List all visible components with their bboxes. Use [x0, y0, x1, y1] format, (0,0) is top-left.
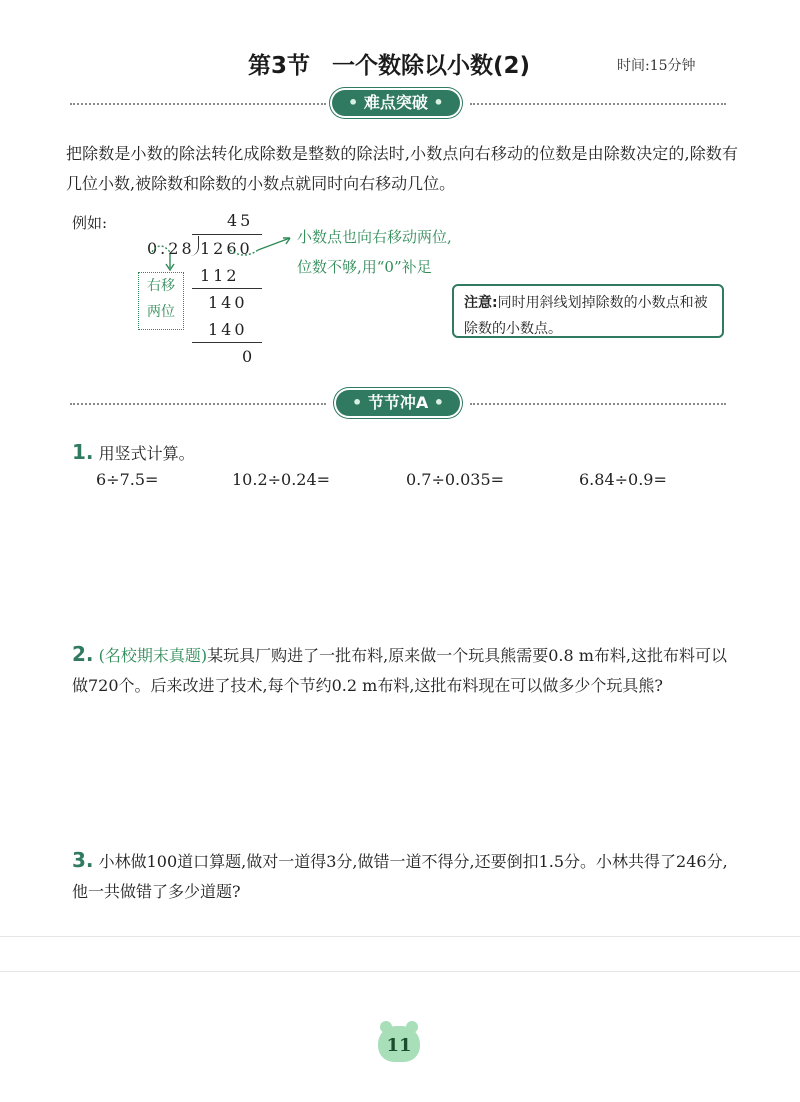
note-text: 同时用斜线划掉除数的小数点和被除数的小数点。 — [464, 295, 708, 337]
footer-rule-1 — [0, 936, 800, 937]
division-step-2: 140 — [208, 293, 248, 312]
annotation-line-1: 小数点也向右移动两位, — [297, 228, 452, 246]
question-text: 某玩具厂购进了一批布料,原来做一个玩具熊需要0.8 m布料,这批布料可以做720个。后来改进了技术,每个节约0.2 m布料,这批布料现在可以做多少个玩具熊? — [72, 646, 727, 695]
time-limit: 时间:15分钟 — [617, 58, 696, 74]
question-2 — [72, 639, 736, 701]
division-rule-1 — [192, 288, 262, 289]
move-label-2: 两位 — [147, 304, 175, 320]
divider-right — [470, 103, 726, 105]
expression-3: 0.7÷0.035= — [406, 470, 505, 489]
explanation-paragraph: 把除数是小数的除法转化成除数是整数的除法时,小数点向右移动的位数是由除数决定的,除数有几位小数,被除数和除数的小数点就同时向右移动几位。 — [66, 144, 738, 193]
decimal-move-arrows — [140, 228, 310, 278]
divider-right-2 — [470, 403, 726, 405]
page-title — [248, 47, 530, 80]
division-dividend: 1260 — [200, 239, 253, 258]
divider-left-2 — [70, 403, 326, 405]
question-number: 1. — [72, 440, 94, 464]
division-quotient: 45 — [227, 211, 254, 230]
note-box — [452, 284, 724, 338]
page-number: 11 — [378, 1026, 420, 1062]
expression-2: 10.2÷0.24= — [232, 470, 331, 489]
division-step-1: 112 — [200, 266, 240, 285]
division-step-3: 140 — [208, 320, 248, 339]
section-title: 一个数除以小数(2) — [332, 53, 531, 79]
section-label: 第3节 — [248, 53, 311, 79]
footer-rule-2 — [0, 971, 800, 972]
question-number: 2. — [72, 642, 94, 666]
badge-label: 难点突破 — [363, 93, 428, 112]
note-label: 注意: — [464, 295, 498, 311]
annotation-line-2: 位数不够,用“0”补足 — [297, 258, 432, 276]
question-number: 3. — [72, 848, 94, 872]
question-tag: (名校期末真题) — [98, 646, 208, 665]
question-1 — [72, 437, 736, 469]
move-label-1: 右移 — [147, 278, 175, 294]
example-label: 例如: — [72, 214, 108, 232]
question-3 — [72, 845, 736, 907]
expression-1: 6÷7.5= — [96, 470, 159, 489]
expression-4: 6.84÷0.9= — [579, 470, 667, 489]
badge-label-practice: 节节冲A — [367, 393, 429, 412]
section-badge-practice: • 节节冲A • — [336, 390, 460, 416]
divider-left — [70, 103, 326, 105]
division-remainder: 0 — [242, 347, 256, 366]
question-text: 小林做100道口算题,做对一道得3分,做错一道不得分,还要倒扣1.5分。小林共得了246分,他一共做错了多少道题? — [72, 852, 728, 901]
division-divisor: 0.28 — [147, 239, 195, 258]
question-text: 用竖式计算。 — [98, 444, 195, 463]
section-badge-difficulty: • 难点突破 • — [332, 90, 460, 116]
move-label-box — [138, 272, 184, 330]
division-rule-2 — [192, 342, 262, 343]
